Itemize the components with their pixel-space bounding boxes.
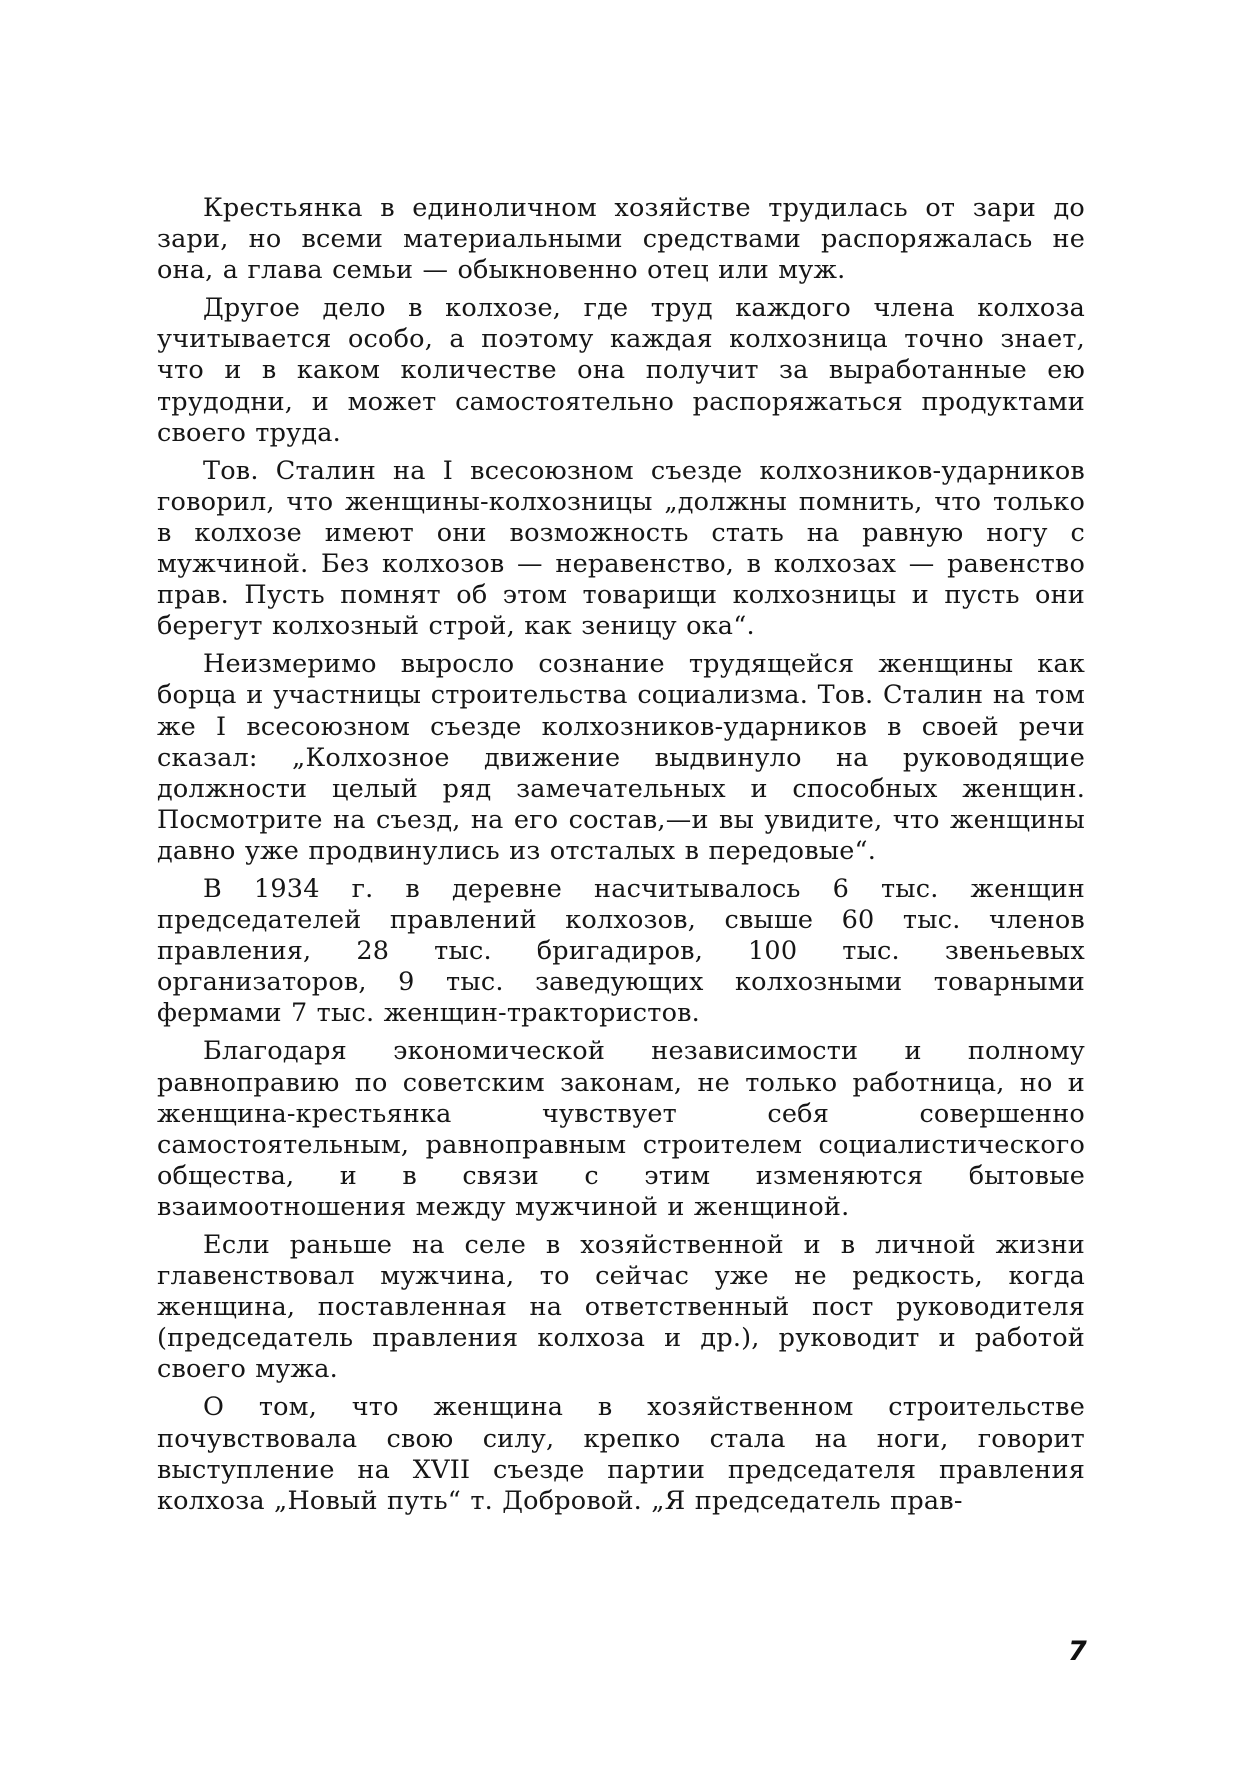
paragraph: В 1934 г. в деревне насчитывалось 6 тыс. женщин председателей правлений колхозов, свыше 60 тыс. членов правления, 28 тыс. бригадиров, 100 тыс. звеньевых организаторов, 9 тыс. заведующих колхозными товарными фермами 7 тыс. женщин-трактористов. [157,873,1085,1029]
paragraph: О том, что женщина в хозяйственном строительстве почувствовала свою силу, крепко стала на ноги, говорит выступление на XVII съезде партии председателя правления колхоза „Новый путь“ т. Добровой. „Я председатель прав- [157,1392,1085,1516]
page-number: 7 [1068,1636,1087,1667]
paragraph: Крестьянка в единоличном хозяйстве трудилась от зари до зари, но всеми материальными средствами распоряжалась не она, а глава семьи — обыкновенно отец или муж. [157,193,1085,286]
paragraph: Тов. Сталин на I всесоюзном съезде колхозников-ударников говорил, что женщины-колхозницы „должны помнить, что только в колхозе имеют они возможность стать на равную ногу с мужчиной. Без колхозов — неравенство, в колхозах — равенство прав. Пусть помнят об этом товарищи колхозницы и пусть они берегут колхозный строй, как зеницу ока“. [157,455,1085,642]
body-text [157,193,1085,1517]
paragraph: Другое дело в колхозе, где труд каждого члена колхоза учитывается особо, а поэтому каждая колхозница точно знает, что и в каком количестве она получит за выработанные ею трудодни, и может самостоятельно распоряжаться продуктами своего труда. [157,293,1085,448]
paragraph: Неизмеримо выросло сознание трудящейся женщины как борца и участницы строительства социализма. Тов. Сталин на том же I всесоюзном съезде колхозников-ударников в своей речи сказал: „Колхозное движение выдвинуло на руководящие должности целый ряд замечательных и способных женщин. Посмотрите на съезд, на его состав,—и вы увидите, что женщины давно уже продвинулись из отсталых в передовые“. [157,649,1085,866]
paragraph: Если раньше на селе в хозяйственной и в личной жизни главенствовал мужчина, то сейчас уже не редкость, когда женщина, поставленная на ответственный пост руководителя (председатель правления колхоза и др.), руководит и работой своего мужа. [157,1230,1085,1385]
paragraph: Благодаря экономической независимости и полному равноправию по советским законам, не только работница, но и женщина-крестьянка чувствует себя совершенно самостоятельным, равноправным строителем социалистического общества, и в связи с этим изменяются бытовые взаимоотношения между мужчиной и женщиной. [157,1036,1085,1222]
